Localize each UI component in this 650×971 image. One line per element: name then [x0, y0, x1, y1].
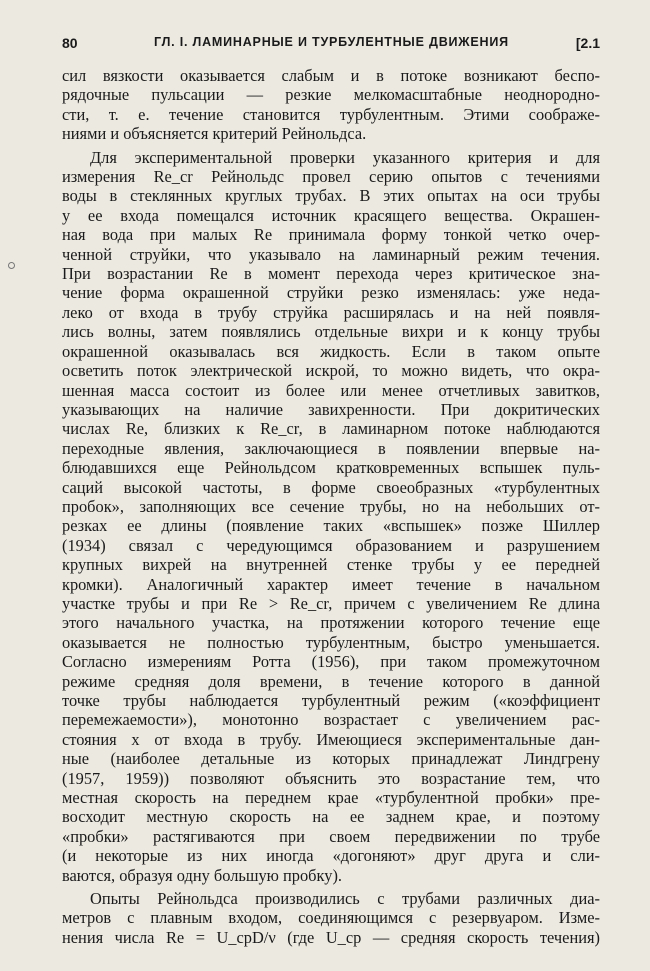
text-line: осветить поток электрической искрой, то можно видеть, что окра- — [62, 361, 600, 381]
text-line: этого начального участка, на протяжении которого течение еще — [62, 613, 600, 633]
chapter-title: ГЛ. I. ЛАМИНАРНЫЕ И ТУРБУЛЕНТНЫЕ ДВИЖЕНИЯ — [154, 35, 509, 49]
text-line: метров с плавным входом, соединяющимся с резервуаром. Изме- — [62, 908, 600, 928]
text-line: сил вязкости оказывается слабым и в потоке возникают беспо- — [62, 66, 600, 85]
text-line: окрашенной оказывалась вся жидкость. Если в таком опыте — [62, 341, 600, 361]
text-line: пробок», заполняющих все сечение трубы, но на небольших от- — [62, 496, 600, 516]
text-line: ная вода при малых Re принимала форму тонкой четко очер- — [62, 225, 600, 245]
text-line: восходит местную скорость на ее заднем крае, и поэтому — [62, 807, 600, 827]
text-line: точке трубы наблюдается турбулентный режим («коэффициент — [62, 691, 600, 710]
page-number: 80 — [62, 35, 78, 51]
text-line: шенная масса состоит из более или менее отчетливых завитков, — [62, 380, 600, 400]
text-line: сти, т. е. течение становится турбулентным. Этими соображе- — [62, 104, 600, 124]
text-line: лись волны, затем появлялись отдельные вихри и к концу трубы — [62, 322, 600, 342]
text-line: ниями и объясняется критерий Рейнольдса. — [62, 124, 367, 144]
text-line: нения числа Re = U_cpD/ν (где U_cp — средняя скорость течения) — [62, 927, 600, 947]
text-line: кромки). Аналогичный характер имеет течение в начальном — [62, 574, 600, 594]
text-line: ваются, образуя одну большую пробку). — [62, 865, 343, 885]
text-line: указывающих на наличие завихренности. При докритических — [62, 399, 600, 419]
text-line: (и некоторые из них иногда «догоняют» друг друга и сли- — [62, 846, 600, 866]
text-line: «пробки» растягиваются при своем передвижении по трубе — [62, 826, 600, 846]
text-line: резках ее длины (появление таких «вспышек» позже Шиллер — [62, 516, 600, 536]
text-line: (1957, 1959)) позволяют объяснить это возрастание тем, что — [62, 768, 600, 788]
text-line: Для экспериментальной проверки указанного критерия и для — [90, 147, 600, 167]
text-line: Согласно измерениям Ротта (1956), при таком промежуточном — [62, 652, 600, 672]
text-line: рядочные пульсации — резкие мелкомасштабные неоднородно- — [62, 85, 600, 105]
text-line: (1934) связал с чередующимся образованием и разрушением — [62, 535, 600, 555]
text-line: блюдавшихся еще Рейнольдсом кратковременных вспышек пуль- — [62, 458, 600, 478]
text-line: переходные явления, заключающиеся в появлении впервые на- — [62, 438, 600, 458]
margin-speck — [8, 262, 15, 269]
text-line: числах Re, близких к Re_cr, в ламинарном потоке наблюдаются — [62, 419, 600, 439]
text-line: При возрастании Re в момент перехода через критическое зна- — [62, 264, 600, 284]
text-line: чение форма окрашенной струйки резко изменялась: уже неда- — [62, 283, 600, 303]
section-number: [2.1 — [575, 35, 600, 51]
text-line: ченной струйки, что указывало на ламинарный режим течения. — [62, 244, 600, 264]
text-line: воды в стеклянных круглых трубах. В этих опытах на оси трубы — [62, 186, 600, 206]
paragraph-3 — [62, 889, 600, 947]
text-line: Опыты Рейнольдса производились с трубами различных диа- — [90, 889, 600, 909]
text-line: перемежаемости»), монотонно возрастает с увеличением рас- — [62, 710, 600, 730]
text-line: ные (наиболее детальные из которых принадлежат Линдгрену — [62, 749, 600, 769]
text-line: местная скорость на переднем крае «турбулентной пробки» пре- — [62, 788, 600, 808]
text-line: у ее входа помещался источник красящего вещества. Окрашен- — [62, 205, 600, 225]
running-header — [62, 33, 600, 57]
text-line: режиме средняя доля времени, в течение которого в данной — [62, 671, 600, 691]
text-body — [62, 66, 600, 947]
text-line: крупных вихрей на внутренней стенке трубы у ее передней — [62, 555, 600, 575]
text-line: измерения Re_cr Рейнольдс провел серию опытов с течениями — [62, 167, 600, 187]
paragraph-1 — [62, 66, 600, 144]
text-line: оказывается не полностью турбулентным, быстро уменьшается. — [62, 632, 600, 652]
text-line: леко от входа в трубу струйка расширялась и на ней появля- — [62, 302, 600, 322]
text-line: саций высокой частоты, в форме своеобразных «турбулентных — [62, 477, 600, 497]
text-line: стояния x от входа в трубу. Имеющиеся экспериментальные дан- — [62, 729, 600, 749]
text-line: участке трубы и при Re > Re_cr, причем с увеличением Re длина — [62, 593, 600, 613]
paragraph-2 — [62, 148, 600, 885]
